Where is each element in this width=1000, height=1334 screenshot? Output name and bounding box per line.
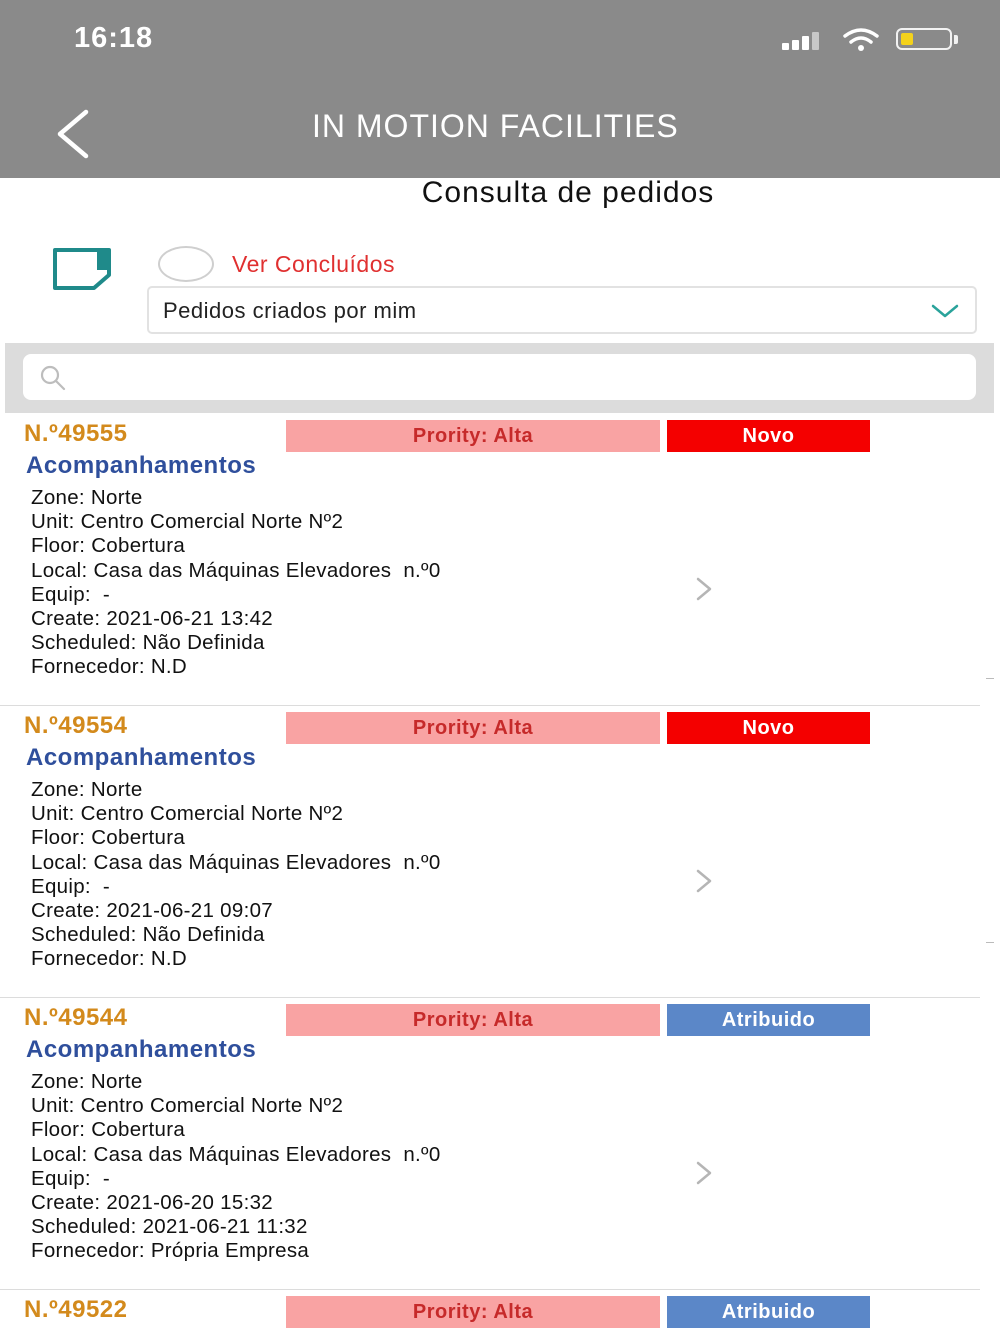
equip-text: Equip: - — [31, 582, 111, 606]
order-card[interactable] — [0, 998, 1000, 1290]
show-completed-label[interactable]: Ver Concluídos — [232, 251, 395, 277]
zone-text: Zone: Norte — [31, 486, 143, 509]
create-text: Create: 2021-06-20 15:32 — [31, 1191, 273, 1215]
order-details — [31, 778, 441, 972]
chevron-right-icon[interactable] — [694, 1160, 714, 1186]
equip-text: Equip: - — [31, 1166, 111, 1190]
priority-badge: Prority: Alta — [286, 1004, 660, 1036]
status-time: 16:18 — [74, 22, 154, 54]
priority-badge: Prority: Alta — [286, 1296, 660, 1328]
search-bar — [5, 343, 994, 413]
priority-badge: Prority: Alta — [286, 420, 660, 452]
supplier-text: Fornecedor: Própria Empresa — [31, 1239, 310, 1263]
zone-text: Zone: Norte — [31, 1070, 143, 1093]
top-bar — [0, 0, 1000, 178]
chevron-right-icon[interactable] — [694, 868, 714, 894]
note-icon[interactable] — [52, 247, 114, 291]
local-text: Local: Casa das Máquinas Elevadores n.º0 — [31, 1142, 441, 1166]
show-completed-radio[interactable] — [158, 246, 214, 282]
followups-link[interactable]: Acompanhamentos — [26, 744, 257, 771]
app-title: IN MOTION FACILITIES — [312, 108, 679, 144]
floor-text: Floor: Cobertura — [31, 534, 186, 558]
order-number: N.º49554 — [24, 712, 128, 739]
supplier-text: Fornecedor: N.D — [31, 655, 188, 679]
order-number: N.º49522 — [24, 1296, 128, 1323]
search-input[interactable] — [23, 354, 976, 400]
status-badge: Novo — [667, 420, 870, 452]
followups-link[interactable]: Acompanhamentos — [26, 452, 257, 479]
supplier-text: Fornecedor: N.D — [31, 947, 188, 971]
unit-text: Unit: Centro Comercial Norte Nº2 — [31, 802, 344, 826]
scroll-indicator — [986, 942, 994, 943]
followups-link[interactable]: Acompanhamentos — [26, 1036, 257, 1063]
order-details — [31, 1070, 441, 1264]
cellular-signal-icon — [782, 32, 824, 50]
chevron-down-icon — [931, 303, 959, 319]
scheduled-text: Scheduled: Não Definida — [31, 923, 265, 947]
page-title: Consulta de pedidos — [421, 176, 715, 209]
status-badge: Atribuido — [667, 1004, 870, 1036]
equip-text: Equip: - — [31, 874, 111, 898]
order-card[interactable] — [0, 414, 1000, 706]
local-text: Local: Casa das Máquinas Elevadores n.º0 — [31, 850, 441, 874]
zone-text: Zone: Norte — [31, 778, 143, 801]
back-arrow-icon[interactable] — [52, 108, 92, 160]
scroll-indicator — [986, 678, 994, 679]
order-card[interactable] — [0, 1290, 1000, 1334]
floor-text: Floor: Cobertura — [31, 826, 186, 850]
order-details — [31, 486, 441, 680]
unit-text: Unit: Centro Comercial Norte Nº2 — [31, 510, 344, 534]
status-badge: Novo — [667, 712, 870, 744]
filter-dropdown[interactable] — [147, 286, 977, 334]
local-text: Local: Casa das Máquinas Elevadores n.º0 — [31, 558, 441, 582]
order-number: N.º49544 — [24, 1004, 128, 1031]
wifi-icon — [843, 28, 879, 52]
chevron-right-icon[interactable] — [694, 576, 714, 602]
order-card[interactable] — [0, 706, 1000, 998]
filter-selected-value: Pedidos criados por mim — [163, 298, 417, 323]
battery-tip — [954, 35, 958, 44]
search-icon — [39, 364, 67, 392]
scheduled-text: Scheduled: 2021-06-21 11:32 — [31, 1215, 308, 1239]
create-text: Create: 2021-06-21 13:42 — [31, 607, 273, 631]
battery-icon — [896, 28, 952, 50]
priority-badge: Prority: Alta — [286, 712, 660, 744]
unit-text: Unit: Centro Comercial Norte Nº2 — [31, 1094, 344, 1118]
status-badge: Atribuido — [667, 1296, 870, 1328]
battery-level — [901, 33, 913, 45]
order-number: N.º49555 — [24, 420, 128, 447]
create-text: Create: 2021-06-21 09:07 — [31, 899, 273, 923]
floor-text: Floor: Cobertura — [31, 1118, 186, 1142]
scheduled-text: Scheduled: Não Definida — [31, 631, 265, 655]
